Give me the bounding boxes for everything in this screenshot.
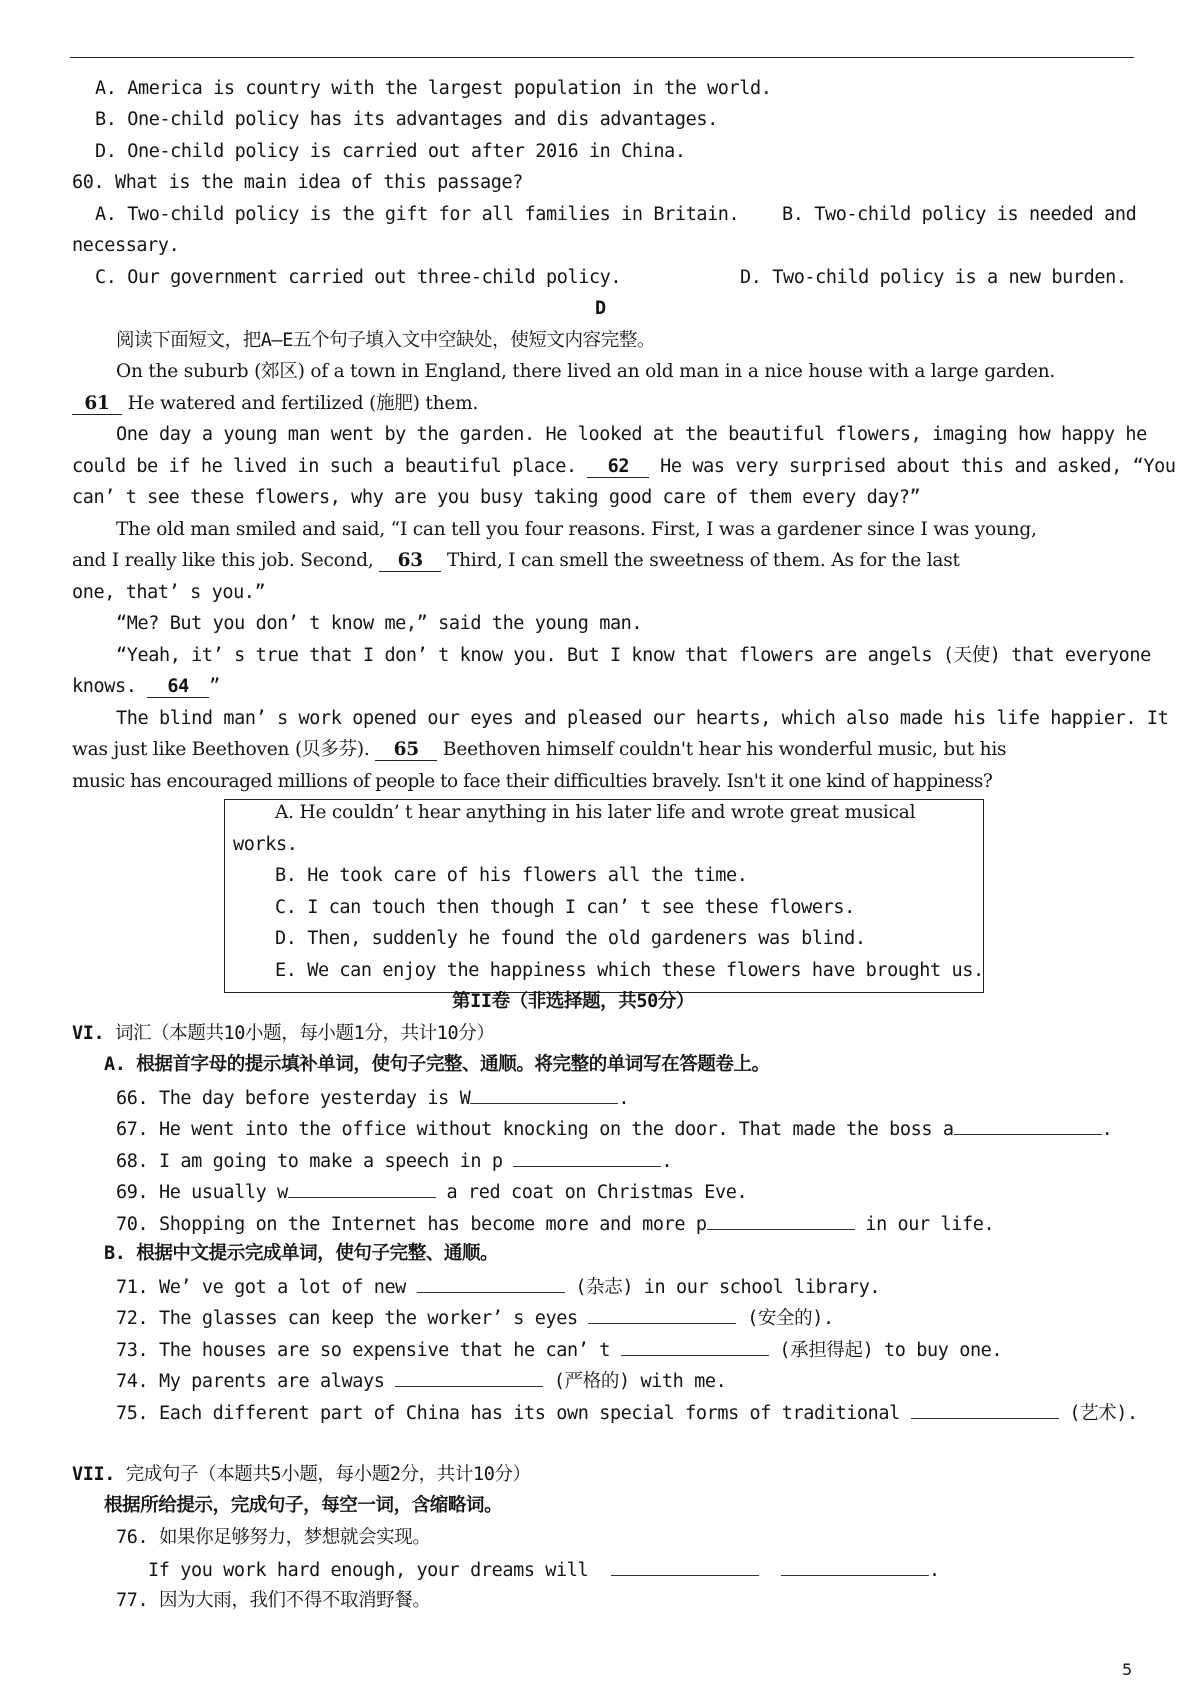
q68-answer-blank[interactable] [513,1148,661,1167]
q71-answer-blank[interactable] [417,1274,565,1293]
q60-option-b-cont: necessary. [72,235,180,256]
passage-p1-line2: 61 He watered and fertilized (施肥) them. [72,392,478,416]
header-rule [70,57,1134,58]
q73-answer-blank[interactable] [621,1337,769,1356]
q60-stem: 60. What is the main idea of this passage? [72,172,523,193]
q60-option-b: B. Two-child policy is needed and [782,204,1137,225]
q75: 75. Each different part of China has its own special forms of traditional (艺术). [116,1400,1138,1426]
q75-answer-blank[interactable] [911,1400,1059,1419]
section-vii-title: VII. 完成句子（本题共5小题，每小题2分，共计10分） [72,1464,531,1485]
q72-answer-blank[interactable] [588,1305,736,1324]
q60-option-c: C. Our government carried out three-child policy. [95,267,622,288]
q74-answer-blank[interactable] [395,1368,543,1387]
option-e: E. We can enjoy the happiness which these flowers have brought us. [275,960,984,981]
passage-p3-line2: and I really like this job. Second, 63 Third, I can smell the sweetness of them. As for the last [72,550,960,571]
q76-english: If you work hard enough, your dreams will . [148,1557,940,1583]
section-vii-instruction: 根据所给提示，完成句子，每空一词，含缩略词。 [104,1495,503,1516]
q59-option-b: B. One-child policy has its advantages and dis advantages. [95,109,718,130]
section-vi-sub-a: A. 根据首字母的提示填补单词，使句子完整、通顺。将完整的单词写在答题卷上。 [104,1054,770,1075]
passage-p3-line1: The old man smiled and said, “I can tell you four reasons. First, I was a gardener since I was young, [116,519,1037,540]
option-b: B. He took care of his flowers all the time. [275,865,748,886]
q66: 66. The day before yesterday is W . [116,1085,629,1111]
q67: 67. He went into the office without knocking on the door. That made the boss a . [116,1116,1112,1142]
passage-p6-line2: was just like Beethoven (贝多芬). 65 Beethoven himself couldn't hear his wonderful music, but his [72,739,1007,760]
blank-65[interactable]: 65 [375,740,437,761]
section-vi-title: VI. 词汇（本题共10小题，每小题1分，共计10分） [72,1023,495,1044]
passage-p4: “Me? But you don’ t know me,” said the young man. [116,613,643,634]
q68: 68. I am going to make a speech in p . [116,1148,672,1174]
passage-p3-line3: one, that’ s you.” [72,582,266,603]
blank-62[interactable]: 62 [587,457,649,478]
q70: 70. Shopping on the Internet has become more and more p in our life. [116,1211,994,1237]
passage-p1-line1: On the suburb (郊区) of a town in England, there lived an old man in a nice house with a large garden. [116,361,1056,382]
q67-answer-blank[interactable] [954,1116,1102,1135]
passage-p2-line1: One day a young man went by the garden. He looked at the beautiful flowers, imaging how happy he [116,424,1147,445]
q60-option-a: A. Two-child policy is the gift for all families in Britain. [95,204,740,225]
passage-p5-line2: knows. 64 ” [72,676,220,697]
option-d: D. Then, suddenly he found the old gardeners was blind. [275,928,866,949]
q69-answer-blank[interactable] [288,1179,436,1198]
passage-p6-line1: The blind man’ s work opened our eyes and pleased our hearts, which also made his life happier. It [116,708,1169,729]
q60-option-d: D. Two-child policy is a new burden. [740,267,1127,288]
blank-61[interactable]: 61 [72,394,122,415]
q76-chinese: 76. 如果你足够努力，梦想就会实现。 [116,1527,431,1548]
q76-answer-blank-1[interactable] [611,1557,759,1576]
section-d-instruction: 阅读下面短文，把A—E五个句子填入文中空缺处，使短文内容完整。 [116,330,656,351]
passage-p6-line3: music has encouraged millions of people to face their difficulties bravely. Isn't it one kind of happiness? [72,771,993,792]
section-d-heading: D [595,298,606,319]
passage-p2-line3: can’ t see these flowers, why are you busy taking good care of them every day?” [72,487,921,508]
blank-64[interactable]: 64 [147,677,209,698]
q71: 71. We’ ve got a lot of new (杂志) in our school library. [116,1274,880,1300]
section-vi-sub-b: B. 根据中文提示完成单词，使句子完整、通顺。 [104,1243,499,1264]
q77-chinese: 77. 因为大雨，我们不得不取消野餐。 [116,1590,431,1611]
q66-answer-blank[interactable] [470,1085,618,1104]
part2-title: 第II卷（非选择题，共50分） [452,991,695,1012]
blank-63[interactable]: 63 [379,551,441,572]
q70-answer-blank[interactable] [707,1211,855,1230]
page-number: 5 [1122,1660,1133,1679]
q76-answer-blank-2[interactable] [781,1557,929,1576]
q59-option-d: D. One-child policy is carried out after 2016 in China. [95,141,686,162]
q73: 73. The houses are so expensive that he can’ t (承担得起) to buy one. [116,1337,1002,1363]
q69: 69. He usually w a red coat on Christmas Eve. [116,1179,747,1205]
option-c: C. I can touch then though I can’ t see these flowers. [275,897,855,918]
q59-option-a: A. America is country with the largest population in the world. [95,78,772,99]
q74: 74. My parents are always (严格的) with me. [116,1368,726,1394]
option-a-line1: A. He couldn’ t hear anything in his later life and wrote great musical [275,802,916,823]
option-a-line2: works. [233,834,298,855]
q72: 72. The glasses can keep the worker’ s eyes (安全的). [116,1305,834,1331]
passage-p2-line2: could be if he lived in such a beautiful place. 62 He was very surprised about this and asked, “You [72,456,1176,477]
passage-p5-line1: “Yeah, it’ s true that I don’ t know you. But I know that flowers are angels (天使) that everyone [116,645,1151,666]
